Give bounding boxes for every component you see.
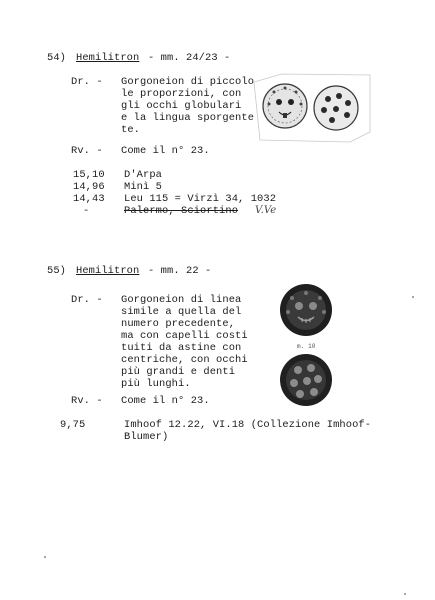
coin-55-obverse-photo bbox=[278, 282, 334, 338]
entry-55-reverse-text: Come il n° 23. bbox=[121, 395, 210, 407]
entry-55-obverse-label: Dr. - bbox=[71, 294, 103, 306]
obverse-line: gli occhi globulari bbox=[121, 100, 242, 112]
entry-54-reverse-text: Come il n° 23. bbox=[121, 145, 210, 157]
entry-54-title: Hemilitron bbox=[76, 52, 140, 64]
coin-54-reverse bbox=[314, 86, 358, 130]
obverse-line: te. bbox=[121, 124, 141, 136]
obverse-line: simile a quella del bbox=[121, 306, 242, 318]
entry-55-title: Hemilitron bbox=[76, 265, 140, 277]
entry-54-number: 54) bbox=[47, 52, 67, 64]
handwritten-note: V.Ve bbox=[255, 205, 277, 216]
specimen-weight: 14,43 bbox=[73, 193, 105, 205]
specimen-source: Imhoof 12.22, VI.18 (Collezione Imhoof- bbox=[124, 419, 372, 431]
coin-55-reverse-photo bbox=[278, 352, 334, 408]
specimen-weight: 9,75 bbox=[60, 419, 86, 431]
obverse-line: Gorgoneion di linea bbox=[121, 294, 242, 306]
obverse-line: le proporzioni, con bbox=[121, 88, 242, 100]
entry-54-dimensions: - mm. 24/23 - bbox=[148, 52, 231, 64]
obverse-line: Gorgoneion di piccolo bbox=[121, 76, 255, 88]
obverse-line: ma con capelli costi bbox=[121, 330, 248, 342]
scan-speck bbox=[44, 556, 46, 558]
entry-55-reverse-label: Rv. - bbox=[71, 395, 103, 407]
struck-line-dash: - bbox=[83, 205, 90, 217]
coin-55-label: m. 10 bbox=[297, 343, 316, 350]
obverse-line: più grandi e denti bbox=[121, 366, 236, 378]
entry-55-dimensions: - mm. 22 - bbox=[148, 265, 212, 277]
entry-55-number: 55) bbox=[47, 265, 67, 277]
obverse-line: numero precedente, bbox=[121, 318, 236, 330]
specimen-source: Leu 115 = Virzì 34, 1032 bbox=[124, 193, 277, 205]
specimen-source: Minì 5 bbox=[124, 181, 163, 193]
specimen-weight: 14,96 bbox=[73, 181, 105, 193]
obverse-line: e la lingua sporgente bbox=[121, 112, 255, 124]
struck-source: Palermo, Sciortino bbox=[124, 205, 239, 217]
specimen-weight: 15,10 bbox=[73, 169, 105, 181]
specimen-source-continued: Blumer) bbox=[124, 431, 169, 443]
coin-54-obverse bbox=[263, 84, 307, 128]
obverse-line: centriche, con occhi bbox=[121, 354, 248, 366]
coin-54-photo bbox=[252, 72, 372, 144]
entry-54-reverse-label: Rv. - bbox=[71, 145, 103, 157]
obverse-line: tuiti da astine con bbox=[121, 342, 242, 354]
entry-54-obverse-label: Dr. - bbox=[71, 76, 103, 88]
scan-speck bbox=[404, 593, 406, 595]
specimen-source: D'Arpa bbox=[124, 169, 163, 181]
obverse-line: più lunghi. bbox=[121, 378, 191, 390]
scan-speck bbox=[412, 296, 414, 298]
